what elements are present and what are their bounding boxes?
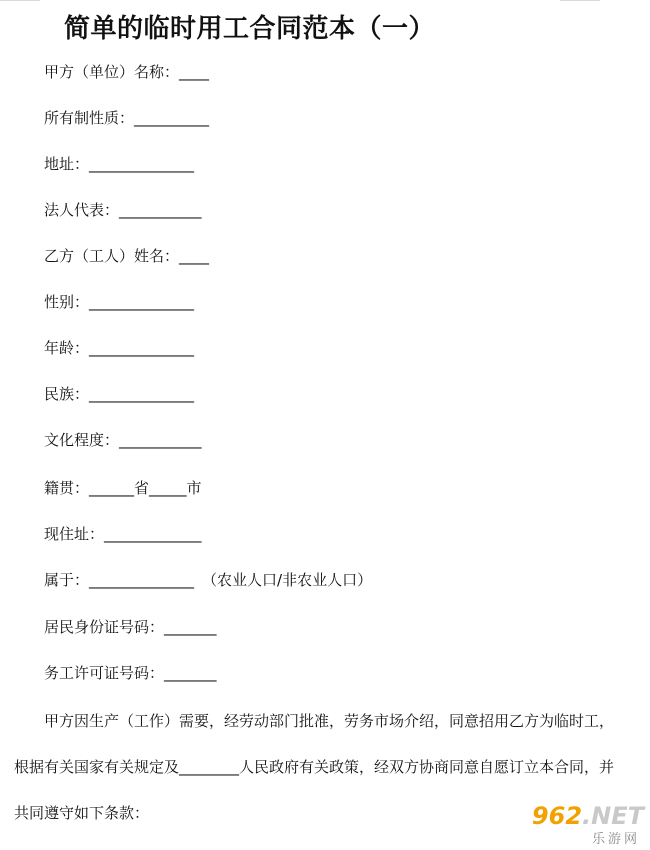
field-blank1: ___________: [119, 431, 202, 449]
field-blank1: ______________: [89, 571, 195, 589]
intro-paragraph-line-3: 共同遵守如下条款：: [14, 804, 150, 822]
intro-paragraph-line-1: 甲方因生产（工作）需要，经劳动部门批准，劳务市场介绍，同意招用乙方为临时工，: [44, 712, 615, 730]
field-row: [44, 663, 225, 683]
field-label: 所有制性质：: [44, 109, 135, 127]
field-blank1: ______________: [89, 385, 195, 403]
field-blank1: ______: [89, 479, 135, 497]
field-label: 性别：: [44, 293, 90, 311]
field-row: [44, 384, 202, 404]
field-blank1: _______: [164, 664, 217, 682]
field-label: 法人代表：: [44, 201, 120, 219]
field-label: 文化程度：: [44, 431, 120, 449]
watermark-subtitle: 乐游网: [591, 832, 640, 847]
field-blank1: ___________: [119, 201, 202, 219]
field-label: 甲方（单位）名称：: [44, 63, 180, 81]
field-blank1: ______________: [89, 339, 195, 357]
field-row: [44, 524, 210, 544]
field-row: [44, 338, 202, 358]
intro-paragraph-line-2: [14, 757, 614, 777]
field-blank1: ______________: [89, 293, 195, 311]
field-row: [44, 292, 202, 312]
field-row: [44, 570, 372, 590]
field-row: [44, 430, 210, 450]
field-row: [44, 200, 210, 220]
field-blank1: ______________: [89, 155, 195, 173]
watermark-brand-digits: 962: [531, 802, 583, 830]
intro-line-2-before: 根据有关国家有关规定及: [14, 758, 180, 776]
field-label: 地址：: [44, 155, 90, 173]
field-label: 现住址：: [44, 525, 105, 543]
top-divider-right: [560, 0, 600, 1]
field-label: 乙方（工人）姓名：: [44, 247, 180, 265]
field-blank1: _____________: [104, 525, 202, 543]
field-label: 属于：: [44, 571, 90, 589]
intro-line-2-blank: ________: [179, 758, 240, 776]
document-title: 简单的临时用工合同范本（一）: [64, 14, 436, 44]
field-blank1: ____: [179, 63, 210, 81]
field-label: 居民身份证号码：: [44, 618, 165, 636]
field-row: [44, 62, 217, 82]
field-blank1: _______: [164, 618, 217, 636]
field-row: [44, 154, 202, 174]
field-blank2: _____: [149, 479, 187, 497]
field-suffix: （农业人口/非农业人口）: [202, 571, 373, 589]
field-row: [44, 246, 217, 266]
field-label: 务工许可证号码：: [44, 664, 165, 682]
site-watermark: [504, 802, 644, 847]
field-label: 民族：: [44, 385, 90, 403]
field-unit1: 省: [134, 479, 150, 497]
field-row: [44, 108, 217, 128]
field-blank1: __________: [134, 109, 210, 127]
field-row: [44, 617, 225, 637]
field-unit2: 市: [186, 479, 202, 497]
watermark-logo: [532, 802, 644, 830]
field-blank1: ____: [179, 247, 210, 265]
field-label: 年龄：: [44, 339, 90, 357]
field-label: 籍贯：: [44, 479, 90, 497]
watermark-brand-suffix: .NET: [582, 802, 644, 830]
intro-line-2-after: 人民政府有关政策，经双方协商同意自愿订立本合同，并: [239, 758, 615, 776]
field-row: [44, 478, 210, 498]
top-divider-left: [0, 0, 40, 1]
